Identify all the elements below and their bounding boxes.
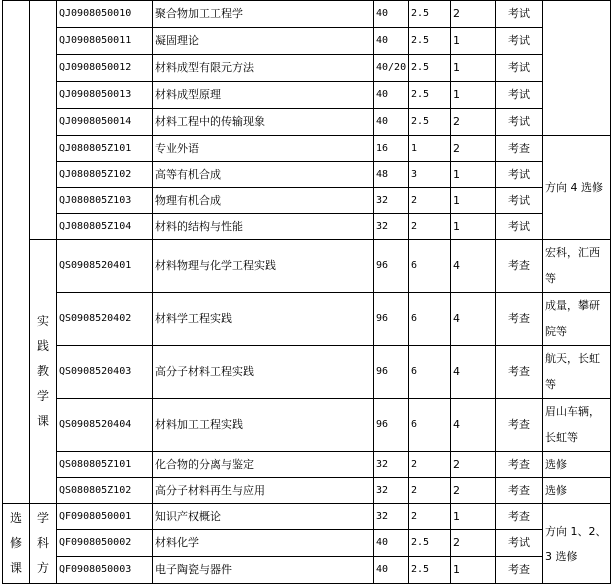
- course-exam: 考查: [496, 478, 543, 504]
- course-code: QF0908050002: [57, 530, 153, 557]
- course-name: 材料物理与化学工程实践: [153, 240, 374, 293]
- course-name: 电子陶瓷与器件: [153, 557, 374, 584]
- course-hours: 40: [374, 109, 409, 136]
- course-name: 聚合物加工工程学: [153, 1, 374, 28]
- course-term: 2: [451, 1, 496, 28]
- course-exam: 考查: [496, 346, 543, 399]
- course-hours: 32: [374, 504, 409, 530]
- course-credit: 2.5: [409, 55, 451, 82]
- course-name: 材料的结构与性能: [153, 214, 374, 240]
- category-practice: [30, 240, 57, 504]
- course-hours: 32: [374, 188, 409, 214]
- course-name: 材料化学: [153, 530, 374, 557]
- table-row: [3, 452, 611, 478]
- course-credit: 2.5: [409, 530, 451, 557]
- course-code: QF0908050003: [57, 557, 153, 584]
- course-name: 凝固理论: [153, 28, 374, 55]
- course-name: 材料工程中的传输现象: [153, 109, 374, 136]
- category-elective: [3, 504, 30, 584]
- course-name: 知识产权概论: [153, 504, 374, 530]
- table-row: [3, 136, 611, 162]
- course-term: 1: [451, 28, 496, 55]
- table-row: [3, 530, 611, 557]
- course-hours: 16: [374, 136, 409, 162]
- course-term: 2: [451, 109, 496, 136]
- course-exam: 考试: [496, 1, 543, 28]
- course-hours: 96: [374, 346, 409, 399]
- course-code: QJ080805Z104: [57, 214, 153, 240]
- table-row: [3, 82, 611, 109]
- course-name: 材料学工程实践: [153, 293, 374, 346]
- course-hours: 96: [374, 399, 409, 452]
- course-exam: 考试: [496, 214, 543, 240]
- course-exam: 考查: [496, 557, 543, 584]
- course-term: 1: [451, 504, 496, 530]
- course-hours: 40: [374, 557, 409, 584]
- course-exam: 考查: [496, 452, 543, 478]
- note-elective-2: 选修: [543, 478, 611, 504]
- course-exam: 考试: [496, 109, 543, 136]
- table-row: [3, 240, 611, 293]
- course-credit: 2.5: [409, 1, 451, 28]
- category-cell-top: [3, 1, 30, 504]
- table-row: [3, 399, 611, 452]
- course-hours: 40: [374, 530, 409, 557]
- course-code: QS0908520403: [57, 346, 153, 399]
- table-row: [3, 504, 611, 530]
- course-credit: 6: [409, 399, 451, 452]
- course-exam: 考试: [496, 28, 543, 55]
- course-credit: 2.5: [409, 28, 451, 55]
- course-exam: 考查: [496, 504, 543, 530]
- course-term: 1: [451, 82, 496, 109]
- course-exam: 考试: [496, 162, 543, 188]
- course-credit: 2: [409, 504, 451, 530]
- subcategory-cell-top: [30, 1, 57, 240]
- course-credit: 3: [409, 162, 451, 188]
- course-name: 高等有机合成: [153, 162, 374, 188]
- course-hours: 32: [374, 452, 409, 478]
- course-name: 材料成型原理: [153, 82, 374, 109]
- course-name: 物理有机合成: [153, 188, 374, 214]
- note-practice-4: 眉山车辆，长虹等: [543, 399, 611, 452]
- course-term: 4: [451, 293, 496, 346]
- course-term: 2: [451, 452, 496, 478]
- course-code: QJ0908050012: [57, 55, 153, 82]
- course-code: QS080805Z102: [57, 478, 153, 504]
- note-elective-1: 选修: [543, 452, 611, 478]
- note-direction-123: 方向 1、2、3 选修: [543, 504, 611, 584]
- course-hours: 96: [374, 240, 409, 293]
- note-direction-4: 方向 4 选修: [543, 136, 611, 240]
- course-code: QF0908050001: [57, 504, 153, 530]
- course-code: QJ0908050014: [57, 109, 153, 136]
- course-term: 1: [451, 55, 496, 82]
- note-practice-3: 航天，长虹等: [543, 346, 611, 399]
- course-credit: 6: [409, 346, 451, 399]
- course-credit: 1: [409, 136, 451, 162]
- course-code: QJ080805Z102: [57, 162, 153, 188]
- course-exam: 考查: [496, 136, 543, 162]
- course-term: 2: [451, 530, 496, 557]
- course-hours: 40/20: [374, 55, 409, 82]
- course-code: QS0908520401: [57, 240, 153, 293]
- course-term: 2: [451, 136, 496, 162]
- course-hours: 32: [374, 214, 409, 240]
- table-row: [3, 214, 611, 240]
- category-discipline: [30, 504, 57, 584]
- course-name: 高分子材料再生与应用: [153, 478, 374, 504]
- course-code: QS080805Z101: [57, 452, 153, 478]
- course-hours: 48: [374, 162, 409, 188]
- course-term: 4: [451, 346, 496, 399]
- note-empty: [543, 1, 611, 136]
- course-term: 4: [451, 399, 496, 452]
- course-credit: 2: [409, 478, 451, 504]
- table-row: [3, 346, 611, 399]
- course-credit: 2.5: [409, 557, 451, 584]
- course-exam: 考查: [496, 293, 543, 346]
- course-term: 1: [451, 162, 496, 188]
- course-term: 2: [451, 478, 496, 504]
- table-row: [3, 109, 611, 136]
- course-term: 1: [451, 214, 496, 240]
- table-row: [3, 1, 611, 28]
- course-code: QJ0908050013: [57, 82, 153, 109]
- table-row: [3, 55, 611, 82]
- course-code: QJ0908050011: [57, 28, 153, 55]
- course-credit: 2.5: [409, 109, 451, 136]
- course-exam: 考试: [496, 82, 543, 109]
- table-row: [3, 557, 611, 584]
- course-term: 4: [451, 240, 496, 293]
- category-discipline-label: 学科方: [36, 511, 49, 575]
- course-code: QS0908520404: [57, 399, 153, 452]
- course-exam: 考试: [496, 188, 543, 214]
- course-exam: 考查: [496, 399, 543, 452]
- table-row: [3, 293, 611, 346]
- course-hours: 40: [374, 28, 409, 55]
- note-practice-2: 成量，攀研院等: [543, 293, 611, 346]
- course-credit: 2: [409, 452, 451, 478]
- course-hours: 40: [374, 1, 409, 28]
- course-credit: 2: [409, 188, 451, 214]
- course-hours: 96: [374, 293, 409, 346]
- course-name: 化合物的分离与鉴定: [153, 452, 374, 478]
- table-row: [3, 162, 611, 188]
- course-credit: 2.5: [409, 82, 451, 109]
- course-code: QJ080805Z101: [57, 136, 153, 162]
- course-name: 材料成型有限元方法: [153, 55, 374, 82]
- course-code: QJ0908050010: [57, 1, 153, 28]
- course-code: QJ080805Z103: [57, 188, 153, 214]
- course-hours: 40: [374, 82, 409, 109]
- course-table: [2, 0, 611, 584]
- course-credit: 6: [409, 240, 451, 293]
- course-exam: 考试: [496, 55, 543, 82]
- course-credit: 6: [409, 293, 451, 346]
- table-row: [3, 28, 611, 55]
- course-exam: 考试: [496, 530, 543, 557]
- note-practice-1: 宏科，汇西等: [543, 240, 611, 293]
- course-name: 专业外语: [153, 136, 374, 162]
- table-row: [3, 478, 611, 504]
- course-term: 1: [451, 557, 496, 584]
- course-credit: 2: [409, 214, 451, 240]
- course-hours: 32: [374, 478, 409, 504]
- course-code: QS0908520402: [57, 293, 153, 346]
- table-row: [3, 188, 611, 214]
- course-exam: 考查: [496, 240, 543, 293]
- category-practice-label: 实践教学课: [36, 314, 49, 428]
- course-name: 高分子材料工程实践: [153, 346, 374, 399]
- course-name: 材料加工工程实践: [153, 399, 374, 452]
- category-elective-label: 选修课: [9, 511, 22, 575]
- course-term: 1: [451, 188, 496, 214]
